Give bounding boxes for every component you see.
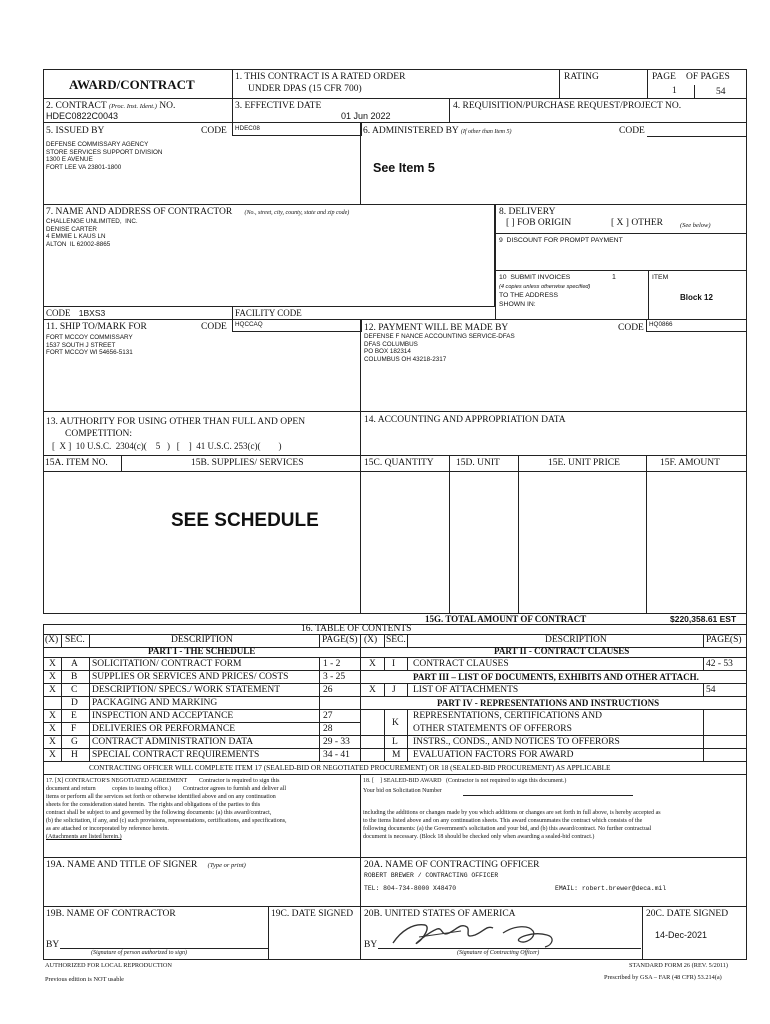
toc-row-sec: G [71,737,78,747]
toc-title: 16. TABLE OF CONTENTS [301,624,412,634]
toc-row-desc: SOLICITATION/ CONTRACT FORM [92,659,242,669]
block-10-submit-invoices [495,270,649,320]
toc-row-l-desc: INSTRS., CONDS., AND NOTICES TO OFFERORS [413,737,620,747]
header-unit-price: 15E. UNIT PRICE [548,458,620,468]
toc-row-pages: 34 - 41 [323,750,350,760]
accounting-label: 14. ACCOUNTING AND APPROPRIATION DATA [364,415,566,425]
issued-by-code-label: CODE [201,126,227,136]
toc-row-j-desc: LIST OF ATTACHMENTS [413,685,519,695]
contract-no-label-note: (Proc. Inst. Ident.) [108,103,157,110]
toc-col-desc-left: DESCRIPTION [171,635,233,645]
page-count-cell [647,69,747,99]
page-label: PAGE [652,72,676,82]
toc-row-pages: 26 [323,685,333,695]
fob-origin-checkbox[interactable]: [ ] FOB ORIGIN [506,218,572,228]
officer-signature-note: (Signature of Contracting Officer) [457,950,540,956]
ship-to-code: HQCCAQ [235,321,263,328]
toc-row-m-sec: M [392,750,401,760]
block18-line1: 18. [ ] SEALED-BID AWARD (Contractor is not required to sign this document.) [363,778,567,784]
ship-to-address: FORT MCCOY COMMISSARY 1537 SOUTH J STREET FORT MCCOY WI 54656-5131 [46,334,133,357]
discount-label: 9 DISCOUNT FOR PROMPT PAYMENT [499,237,623,244]
block17-line4: sheets for the consideration stated herein. The rights and obligations of the parties to this [46,802,261,808]
ship-to-code-cell [232,320,362,332]
ship-to-code-label: CODE [201,322,227,332]
facility-code-label: FACILITY CODE [235,308,302,318]
contractor-code-cell [43,306,233,320]
contracting-officer-name: ROBERT BREWER / CONTRACTING OFFICER [364,872,499,879]
block-8-delivery [495,204,747,234]
contracting-officer-tel: TEL: 804-734-8000 X48470 [364,885,457,892]
officer-date-label: 20C. DATE SIGNED [646,909,729,919]
administered-by-label-wrap [363,126,511,138]
block-19b-contractor [43,906,269,960]
authority-line1: 13. AUTHORITY FOR USING OTHER THAN FULL AND OPEN [46,417,306,427]
invoice-shown-in: SHOWN IN: [499,301,536,308]
block-19c-date-signed [268,906,361,960]
invoice-to-address: TO THE ADDRESS [499,292,559,299]
toc-row-sec: E [71,711,77,721]
footer-reproduction: AUTHORIZED FOR LOCAL REPRODUCTION [45,962,172,969]
block17-line6: (b) the solicitation, if any, and (c) such provisions, representations, certifications, and specifications, [46,818,287,824]
header-quantity: 15C. QUANTITY [364,458,434,468]
header-item-no: 15A. ITEM NO. [45,458,108,468]
invoice-item-cell [648,270,747,320]
total-label: 15G. TOTAL AMOUNT OF CONTRACT [425,614,587,624]
ship-to-label: 11. SHIP TO/MARK FOR [46,322,147,332]
block18-line5: following documents: (a) the Government's solicitation and your bid, and (b) this award/contract. No further contractual [363,826,652,832]
block-20a-contracting-officer [360,857,747,907]
block-19a-signer-name [43,857,361,907]
other-checkbox[interactable]: [ X ] OTHER [611,218,663,228]
contracting-officer-email: EMAIL: robert.brewer@deca.mil [555,885,667,892]
toc-row-desc: SUPPLIES OR SERVICES AND PRICES/ COSTS [92,672,289,682]
block-7-contractor [43,204,495,307]
block-3-effective-date [232,98,450,123]
rated-order-line1: 1. THIS CONTRACT IS A RATED ORDER [235,72,406,82]
block18-line2: Your bid on Solicitation Number [363,788,442,794]
facility-code-cell [232,306,496,320]
administered-by-code-label: CODE [619,126,645,136]
footer-prescribed-by: Prescribed by GSA – FAR (48 CFR) 53.214(a) [604,974,722,981]
toc-row-sec: A [71,659,78,669]
toc-row-x: X [49,672,56,682]
delivery-other-note: (See below) [680,222,711,229]
toc-footer-note: CONTRACTING OFFICER WILL COMPLETE ITEM 17 (SEALED-BID OR NEGOTIATED PROCUREMENT) OR 18 (SEALED-BID PROCUREMENT) AS APPLICABLE [89,763,611,772]
block-18-sealed-bid [360,774,747,858]
toc-row-sec: F [71,724,77,734]
toc-row-x: X [49,685,56,695]
contractor-code: 1BXS3 [78,308,106,318]
toc-row-i-pages: 42 - 53 [706,659,733,669]
toc-row-sec: B [71,672,78,682]
toc-col-sec-right: SEC. [386,635,406,645]
toc-part1: PART I - THE SCHEDULE [148,646,256,656]
footer-previous-edition: Previous edition is NOT usable [45,976,124,983]
toc-col-pages-right: PAGE(S) [706,635,742,645]
toc-row-l-sec: L [392,737,398,747]
form-title-cell [43,69,233,99]
block17-line7: as are attached or incorporated by reference herein. [46,826,169,832]
officer-date: 14-Dec-2021 [655,930,708,940]
block-11-ship-to [43,319,361,412]
block18-line4: to the items listed above and on any continuation sheets. This award consummates the contract which consists of the [363,818,643,824]
administered-by-label: 6. ADMINISTERED BY [363,126,459,136]
toc-row-pages: 27 [323,711,333,721]
toc-row-k-desc2: OTHER STATEMENTS OF OFFERORS [413,724,572,734]
payment-address: DEFENSE F NANCE ACCOUNTING SERVICE-DFAS DFAS COLUMBUS PO BOX 182314 COLUMBUS OH 43218-2317 [364,333,515,363]
contract-no-label-suffix: NO. [159,101,176,111]
toc-row-j-sec: J [392,685,396,695]
of-pages-label: OF PAGES [686,72,730,82]
toc-col-sec-left: SEC. [65,635,85,645]
toc-row-m-desc: EVALUATION FACTORS FOR AWARD [413,750,574,760]
payment-label: 12. PAYMENT WILL BE MADE BY [364,323,509,333]
toc-row-pages: 3 - 25 [323,672,346,682]
toc-row-x: X [49,724,56,734]
toc-col-x-left: (X) [45,635,59,645]
effective-date: 01 Jun 2022 [341,111,391,121]
toc-col-x-right: (X) [364,635,378,645]
contract-no-label: 2. CONTRACT [46,101,107,111]
block-13-authority [43,411,361,456]
toc-row-i-x: X [369,659,376,669]
header-supplies: 15B. SUPPLIES/ SERVICES [191,458,304,468]
contractor-date-label: 19C. DATE SIGNED [271,909,354,919]
toc-row-x: X [49,750,56,760]
contractor-code-label: CODE [46,308,71,318]
contractor-signature-note: (Signature of person authorized to sign) [91,950,187,956]
contractor-code-wrap [46,308,105,319]
payment-code-cell [646,320,747,332]
delivery-label: 8. DELIVERY [499,207,556,217]
requisition-label: 4. REQUISITION/PURCHASE REQUEST/PROJECT NO. [453,101,682,111]
block-2-contract-no [43,98,233,123]
issued-by-code: HDEC08 [235,125,260,132]
block-14-accounting [360,411,747,456]
issued-by-code-cell [232,123,362,136]
toc-col-pages-left: PAGE(S) [322,635,358,645]
contractor-label: 7. NAME AND ADDRESS OF CONTRACTOR [46,207,233,217]
rating-label: RATING [564,72,599,82]
award-contract-form [43,69,747,983]
toc-row-pages: 29 - 33 [323,737,350,747]
block17-line1: 17. [X] CONTRACTOR'S NEGOTIATED AGREEMENT Contractor is required to sign this [46,778,280,784]
block-17-negotiated [43,774,361,858]
toc-row-j-pages: 54 [706,685,716,695]
toc-row-desc: DESCRIPTION/ SPECS./ WORK STATEMENT [92,685,281,695]
header-unit: 15D. UNIT [456,458,500,468]
toc-row-pages: 1 - 2 [323,659,341,669]
invoice-copies-note: (4 copies unless otherwise specified) [499,284,591,290]
items-body [43,471,747,614]
signer-name-label-wrap [46,860,246,871]
block-12-payment [360,319,747,412]
payment-code-label: CODE [618,323,644,333]
issued-by-label: 5. ISSUED BY [46,126,105,136]
block-20c-date-signed [642,906,747,960]
usa-label: 20B. UNITED STATES OF AMERICA [364,909,516,919]
block17-line3: items or perform all the services set forth or otherwise identified above and on any continuation [46,794,276,800]
block18-line3: including the additions or changes made by you which additions or changes are set forth in full above, is hereby accepted as [363,810,661,816]
block-6-administered-by [360,122,747,205]
toc-row-desc: INSPECTION AND ACCEPTANCE [92,711,234,721]
usa-by-label: BY [364,940,378,950]
toc-part4: PART IV - REPRESENTATIONS AND INSTRUCTIONS [437,698,660,708]
toc-row-sec: C [71,685,78,695]
toc-row-x: X [49,737,56,747]
see-schedule-text: SEE SCHEDULE [171,510,319,531]
toc-part3: PART III – LIST OF DOCUMENTS, EXHIBITS AND OTHER ATTACH. [413,672,699,682]
administered-by-value: See Item 5 [373,161,435,175]
toc-row-x: X [49,711,56,721]
toc-row-k-desc1: REPRESENTATIONS, CERTIFICATIONS AND [413,711,602,721]
invoice-item-value: Block 12 [680,293,713,302]
page-number: 1 [672,86,677,96]
block-20b-usa [360,906,643,960]
officer-signature-image [383,919,573,949]
contract-number: HDEC0822C0043 [46,111,119,121]
rating-cell [559,69,648,99]
toc-row-desc: DELIVERIES OR PERFORMANCE [92,724,236,734]
submit-invoices-label: 10 SUBMIT INVOICES [499,274,571,281]
authority-line3[interactable]: [ X ] 10 U.S.C. 2304(c)( 5 ) [ ] 41 U.S.C. 253(c)( ) [52,441,282,451]
total-pages: 54 [716,87,726,97]
contractor-address: CHALLENGE UNLIMITED, INC. DENISE CARTER 4 EMMIE L KAUS LN ALTON IL 62002-8865 [46,218,138,248]
effective-date-label: 3. EFFECTIVE DATE [235,101,322,111]
invoice-item-label: ITEM [652,274,669,281]
authority-line2: COMPETITION: [65,429,133,439]
toc-row-desc: CONTRACT ADMINISTRATION DATA [92,737,254,747]
toc-row-desc: SPECIAL CONTRACT REQUIREMENTS [92,750,260,760]
toc-row-sec: D [71,698,78,708]
administered-by-note: (If other than Item 5) [460,129,512,135]
contractor-label-note: (No., street, city, county, state and zip code) [244,210,350,216]
signer-name-label: 19A. NAME AND TITLE OF SIGNER [46,860,198,870]
issued-by-address: DEFENSE COMMISSARY AGENCY STORE SERVICES SUPPORT DIVISION 1300 E AVENUE FORT LEE VA 23801-1800 [46,141,163,171]
toc-row-pages: 28 [323,724,333,734]
toc-row-k-sec: K [392,718,399,728]
payment-code: HQ0866 [649,321,673,328]
toc-col-desc-right: DESCRIPTION [545,635,607,645]
toc-row-sec: H [71,750,78,760]
invoice-copies: 1 [612,274,616,281]
header-amount: 15F. AMOUNT [660,458,720,468]
contractor-by-label: BY [46,940,60,950]
toc-row-i-sec: I [392,659,396,669]
toc-part2: PART II - CONTRACT CLAUSES [494,646,630,656]
block-9-discount [495,233,747,271]
block17-line5: contract shall be subject to and governed by the following documents: (a) this award/contract, [46,810,272,816]
toc-row-desc: PACKAGING AND MARKING [92,698,218,708]
contractor-name-label: 19B. NAME OF CONTRACTOR [46,909,176,919]
block-1-rated-order [232,69,560,99]
toc-row-x: X [49,659,56,669]
signer-name-note: (Type or print) [207,862,246,869]
toc-row-j-x: X [369,685,376,695]
toc-row-i-desc: CONTRACT CLAUSES [413,659,509,669]
block17-line8: (Attachments are listed herein.) [46,834,122,840]
block-4-requisition [449,98,747,123]
total-amount: $220,358.61 EST [670,614,737,624]
footer-form-number: STANDARD FORM 26 (REV. 5/2011) [629,962,729,969]
block17-line2: document and return copies to issuing office.) Contractor agrees to furnish and deliver all [46,786,286,792]
rated-order-line2: UNDER DPAS (15 CFR 700) [248,84,362,94]
form-title: AWARD/CONTRACT [69,77,195,92]
block18-line6: document is necessary. (Block 18 should be checked only when awarding a sealed-bid contract.) [363,834,595,840]
contracting-officer-label: 20A. NAME OF CONTRACTING OFFICER [364,860,540,870]
